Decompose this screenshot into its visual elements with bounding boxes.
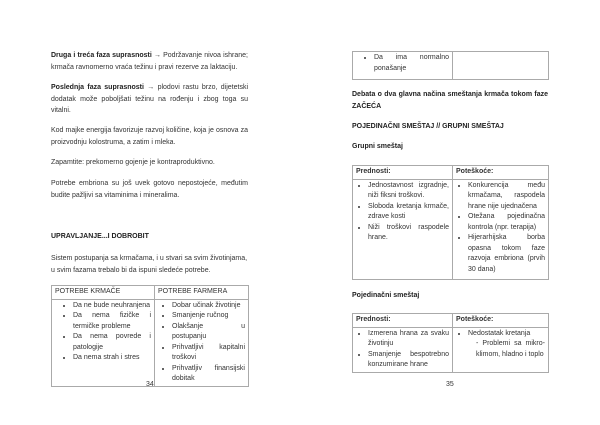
section-heading: POJEDINAČNI SMEŠTAJ // GRUPNI SMEŠTAJ (352, 123, 504, 130)
text: → Podržavanje nivoa ishrane; krmača ravnomerno vraća težinu i pravi rezerve za laktaciju. (51, 52, 248, 71)
paragraph: Potrebe embriona su još uvek gotovo nepostojeće, međutim budite pažljivi sa vitaminima i mineralima. (51, 180, 248, 199)
list-item: • Prihvatljivi kapitalni troškovi (172, 343, 245, 364)
list-item: • Sloboda kretanja krmače, zdrave kosti (368, 202, 449, 223)
needs-table (51, 285, 249, 387)
list-item: • Niži troškovi raspodele hrane. (368, 223, 449, 244)
sub-list-item: - Problemi sa mikro-klimom, hladno i toplo (476, 339, 545, 360)
list-item: • Smanjenje bespotrebno konzumirane hrane (368, 350, 449, 371)
subheading: Pojedinačni smeštaj (352, 292, 420, 299)
section-heading: UPRAVLJANJE...I DOBROBIT (51, 233, 149, 240)
bold-lead: Druga i treća faza suprasnosti (51, 52, 152, 59)
page-number: 35 (446, 381, 454, 388)
header-cell: Prednosti: (353, 166, 453, 180)
list-item: • Smanjenje ručnog (172, 311, 245, 322)
paragraph: Sistem postupanja sa krmačama, i u stvari sa svim životinjama, u svim fazama trebalo bi da ispuni sledeće potrebe. (51, 255, 248, 274)
list-item: • Prihvatljiv finansijski dobitak (172, 364, 245, 385)
text: → plodovi rastu brzo, dijetetski dodatak može poboljšati težinu na rođenju i zbog toga su vitalni. (51, 84, 249, 114)
list-item: • Jednostavnost izgradnje, niži fiksni troškovi. (368, 181, 449, 202)
needs-table-continued (352, 51, 549, 80)
header-cell: Poteškoće: (453, 166, 549, 180)
list-item: • Konkurencija među krmačama, raspodela hrane nije ujednačena (468, 181, 545, 213)
list-item: • Nedostatak kretanja (468, 329, 545, 340)
paragraph: Zapamtite: prekomerno gojenje je kontraproduktivno. (51, 159, 215, 166)
list-item: • Dobar učinak životinje (172, 301, 245, 312)
paragraph: Debata o dva glavna načina smeštanja krmača tokom faze ZAČEĆA (352, 91, 548, 110)
list-item: • Da nema strah i stres (73, 353, 151, 364)
header-cell: Prednosti: (353, 314, 453, 328)
paragraph (51, 82, 248, 117)
page-number: 34 (146, 381, 154, 388)
paragraph (51, 50, 248, 73)
header-cell: POTREBE FARMERA (155, 286, 249, 300)
list-item: • Olakšanje u postupanju (172, 322, 245, 343)
header-cell: POTREBE KRMAČE (52, 286, 155, 300)
list-item: • Otežana pojedinačna kontrola (npr. terapija) (468, 212, 545, 233)
group-housing-table (352, 165, 549, 280)
list-item: • Da ne bude neuhranjena (73, 301, 151, 312)
list-item: • Da nema fizičke i termičke probleme (73, 311, 151, 332)
header-cell: Poteškoće: (453, 314, 549, 328)
subheading: Grupni smeštaj (352, 143, 403, 150)
list-item: • Hijerarhijska borba opasna tokom faze razvoja embriona (prvih 30 dana) (468, 233, 545, 275)
bold-lead: Poslednja faza suprasnosti (51, 84, 144, 91)
list-item: • Da ima normalno ponašanje (374, 53, 449, 74)
paragraph: Kod majke energija favorizuje razvoj količine, koja je osnova za proizvodnju kolostruma, a zatim i mleka. (51, 127, 248, 146)
list-item: • Izmerena hrana za svaku životinju (368, 329, 449, 350)
individual-housing-table (352, 313, 549, 373)
list-item: • Da nema povrede i patologije (73, 332, 151, 353)
